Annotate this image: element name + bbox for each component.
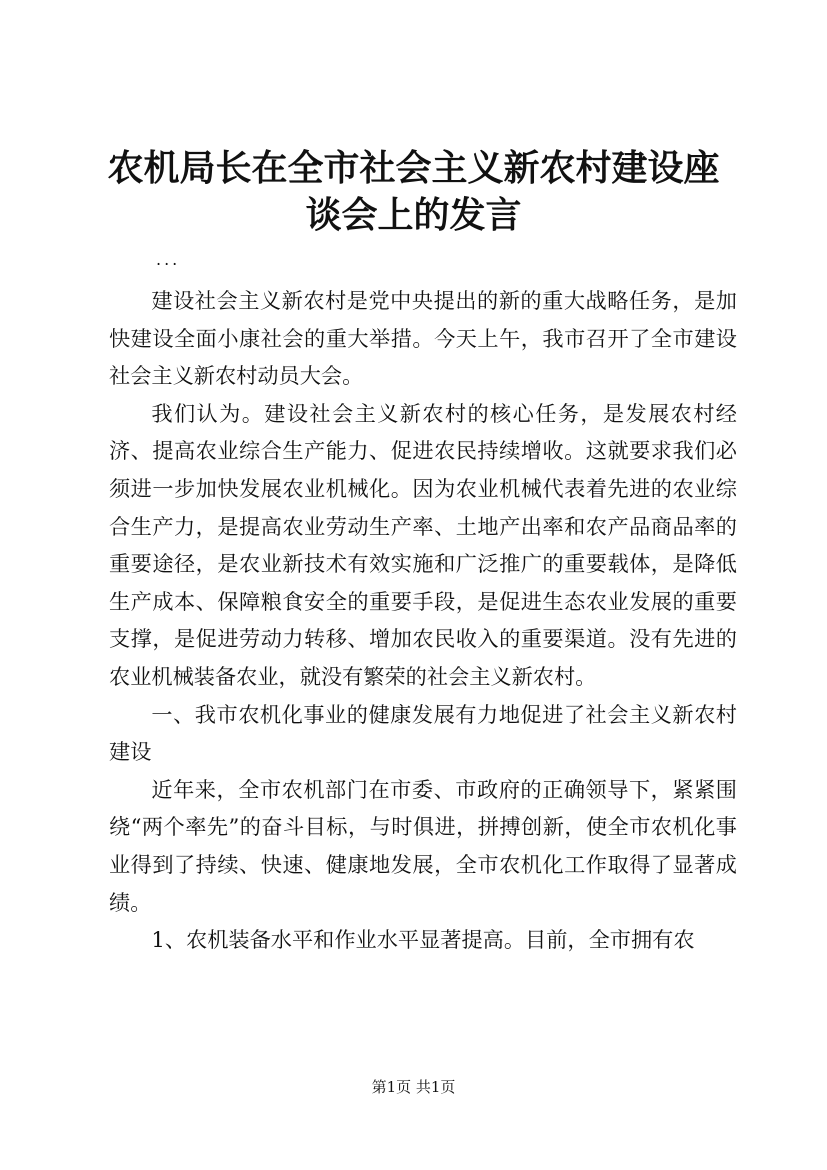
- paragraph: 1、农机装备水平和作业水平显著提高。目前，全市拥有农: [151, 927, 695, 953]
- paragraph: 建设社会主义新农村是党中央提出的新的重大战略任务，是加快建设全面小康社会的重大举措。今天上午，我市召开了全市建设社会主义新农村动员大会。: [109, 288, 737, 389]
- ellipsis-marker: ...: [156, 250, 181, 269]
- section-heading: 一、我市农机化事业的健康发展有力地促进了社会主义新农村建设: [109, 701, 737, 765]
- paragraph: 我们认为。建设社会主义新农村的核心任务，是发展农村经济、提高农业综合生产能力、促进农民持续增收。这就要求我们必须进一步加快发展农业机械化。因为农业机械代表着先进的农业综合生产力，是提高农业劳动生产率、土地产出率和农产品商品率的重要途径，是农业新技术有效实施和广泛推广的重要载体，是降低生产成本、保障粮食安全的重要手段，是促进生态农业发展的重要支撑，是促进劳动力转移、增加农民收入的重要渠道。没有先进的农业机械装备农业，就没有繁荣的社会主义新农村。: [109, 400, 737, 689]
- document-title: 农机局长在全市社会主义新农村建设座谈会上的发言: [107, 147, 720, 236]
- page-number-footer: 第1页 共1页: [371, 1078, 456, 1096]
- paragraph: 近年来，全市农机部门在市委、市政府的正确领导下，紧紧围绕“两个率先”的奋斗目标，与时俱进，拼搏创新，使全市农机化事业得到了持续、快速、健康地发展，全市农机化工作取得了显著成绩。: [109, 776, 737, 915]
- document-body: [109, 282, 737, 959]
